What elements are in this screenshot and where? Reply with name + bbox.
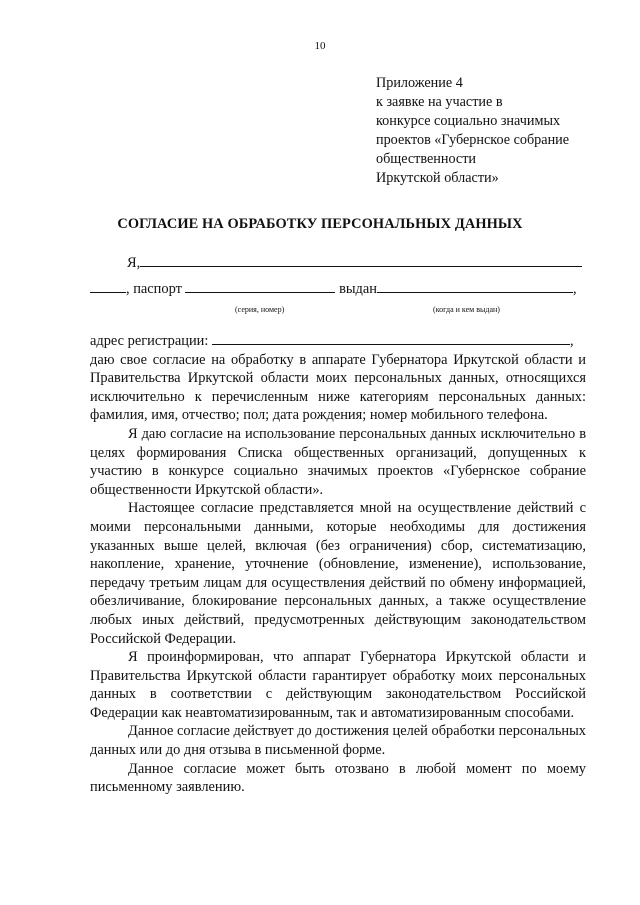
address-label: адрес регистрации: [90,333,209,349]
appendix-line: проектов «Губернское собрание [376,132,570,148]
address-end: , [569,333,574,349]
caption-series: (серия, номер) [235,305,285,314]
passport-row-end: , [572,281,577,297]
passport-prefix-field[interactable] [90,279,126,293]
address-field[interactable] [212,331,570,345]
appendix-line: Иркутской области» [376,170,499,186]
passport-row [90,279,577,298]
paragraph-actions: Настоящее согласие представляется мной на осуществление действий с моими персональными данными, которые необходимы для достижения указанных выше целей, включая (без ограничения) сбор, систематизацию, накопление, хранение, уточнение (обновление, изменение), использование, передачу третьим лицам для осуществления действий по обмену информацией, обезличивание, блокирование персональных данных, а также осуществление любых иных действий, предусмотренных действующим законодательством Российской Федерации. [90,500,586,647]
caption-issued: (когда и кем выдан) [433,305,500,314]
body-text [90,331,586,797]
passport-series-field[interactable] [185,279,335,293]
paragraph-validity: Данное согласие действует до достижения целей обработки персональных данных или до дня отзыва в письменной форме. [90,723,586,759]
appendix-line: Приложение 4 [376,75,463,91]
name-row [127,253,582,272]
appendix-line: к заявке на участие в [376,94,503,110]
paragraph-purpose: Я даю согласие на использование персональных данных исключительно в целях формирования Списка общественных организаций, допущенных к участию в конкурсе социально значимых проектов «Губернское собрание общественности Иркутской области». [90,425,586,498]
appendix-block [376,74,616,188]
document-title: СОГЛАСИЕ НА ОБРАБОТКУ ПЕРСОНАЛЬНЫХ ДАННЫХ [117,216,523,232]
issued-by-field[interactable] [377,279,573,293]
paragraph-guarantee: Я проинформирован, что аппарат Губернатора Иркутской области и Правительства Иркутской области гарантирует обработку моих персональных данных в соответствии с действующим законодательством Российской Федерации как неавтоматизированным, так и автоматизированным способами. [90,649,586,721]
issued-label: выдан [339,281,377,297]
passport-label: , паспорт [126,281,182,297]
page-number: 10 [314,40,326,52]
i-label: Я, [127,255,141,271]
paragraph-consent: даю свое согласие на обработку в аппарате Губернатора Иркутской области и Правительства Иркутской области моих персональных данных, относящихся исключительно к перечисленным ниже категориям персональных данных: фамилия, имя, отчество; пол; дата рождения; номер мобильного телефона. [90,351,586,424]
paragraph-revocation: Данное согласие может быть отозвано в любой момент по моему письменному заявлению. [90,760,586,796]
appendix-line: конкурсе социально значимых [376,113,561,129]
address-row [90,331,586,351]
appendix-line: общественности [376,151,477,167]
full-name-field[interactable] [140,253,582,267]
